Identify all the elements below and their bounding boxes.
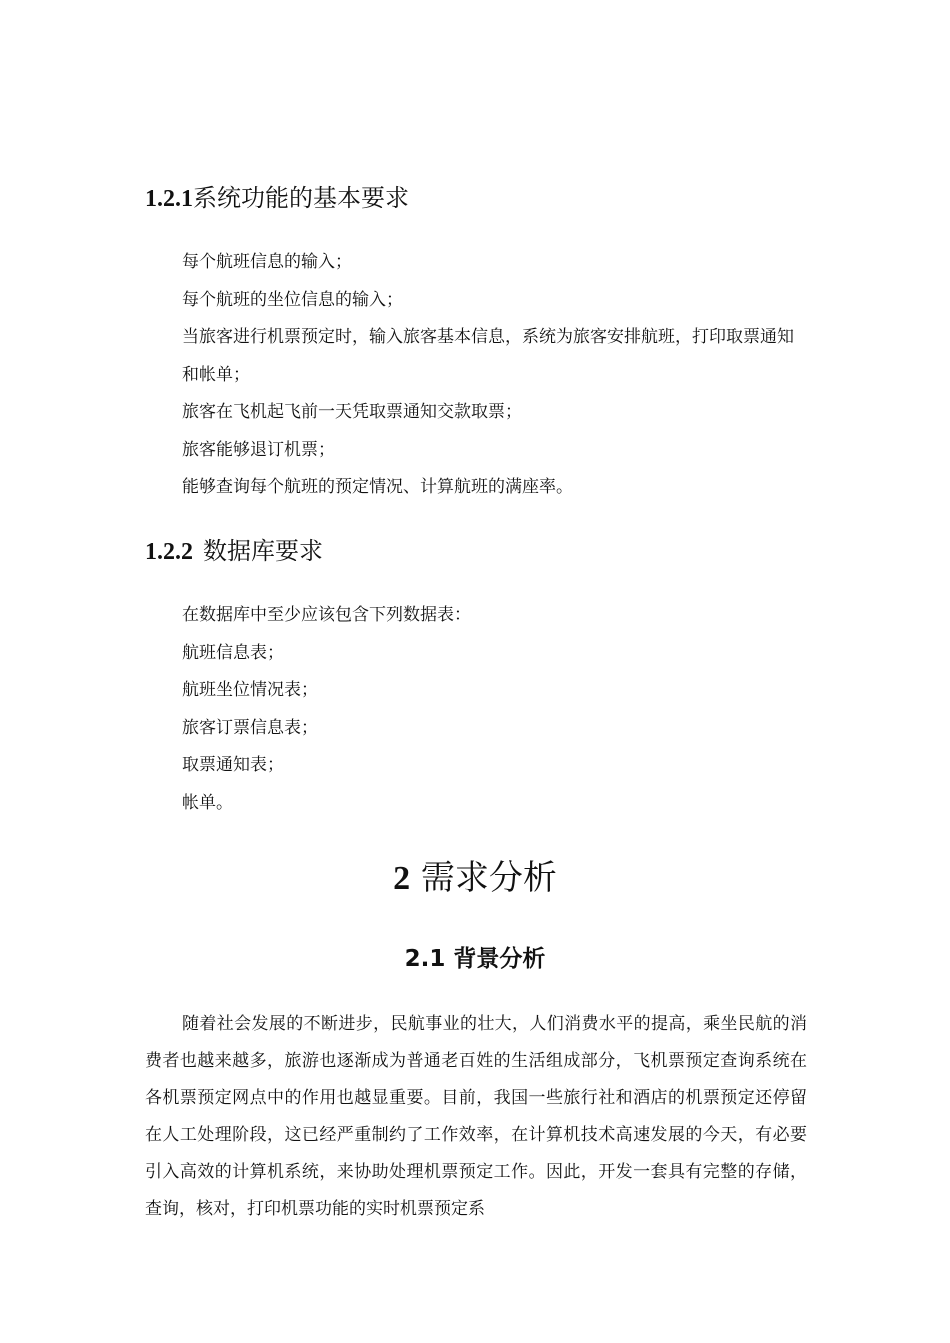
chapter-2-heading — [0, 858, 950, 899]
list-item: 航班信息表； — [182, 642, 284, 663]
heading-2-1-number: 2.1 — [404, 946, 446, 972]
list-item: 当旅客进行机票预定时，输入旅客基本信息，系统为旅客安排航班，打印取票通知和帐单； — [182, 327, 794, 385]
list-item: 在数据库中至少应该包含下列数据表： — [182, 605, 471, 625]
heading-1-2-2-number: 1.2.2 — [145, 539, 193, 565]
heading-2-1-title: 背景分析 — [453, 946, 546, 972]
function-requirements-list — [182, 244, 822, 507]
heading-1-2-1-number: 1.2.1 — [145, 186, 193, 212]
heading-1-2-1 — [145, 183, 409, 214]
list-item: 旅客订票信息表； — [182, 717, 318, 738]
list-item: 旅客能够退订机票； — [182, 439, 335, 460]
heading-2-1 — [0, 944, 950, 974]
list-item: 帐单。 — [182, 792, 233, 813]
list-item: 旅客在飞机起飞前一天凭取票通知交款取票； — [182, 402, 522, 422]
list-item: 每个航班的坐位信息的输入； — [182, 289, 403, 310]
heading-1-2-1-title: 系统功能的基本要求 — [193, 184, 409, 212]
list-item: 能够查询每个航班的预定情况、计算航班的满座率。 — [182, 477, 573, 497]
list-item: 航班坐位情况表； — [182, 680, 318, 700]
heading-1-2-2-title: 数据库要求 — [203, 537, 323, 565]
background-analysis-paragraph: 随着社会发展的不断进步，民航事业的壮大，人们消费水平的提高，乘坐民航的消费者也越来越多，旅游也逐渐成为普通老百姓的生活组成部分，飞机票预定查询系统在各机票预定网点中的作用也越显重要。目前，我国一些旅行社和酒店的机票预定还停留在人工处理阶段，这已经严重制约了工作效率，在计算机技术高速发展的今天，有必要引入高效的计算机系统，来协助处理机票预定工作。因此，开发一套具有完整的存储，查询，核对，打印机票功能的实时机票预定系 — [145, 1014, 807, 1219]
database-requirements-list — [182, 597, 822, 822]
heading-1-2-2 — [145, 536, 323, 567]
list-item: 每个航班信息的输入； — [182, 252, 352, 272]
chapter-2-title: 需求分析 — [420, 858, 557, 898]
list-item: 取票通知表； — [182, 755, 284, 775]
chapter-2-number: 2 — [393, 860, 411, 897]
